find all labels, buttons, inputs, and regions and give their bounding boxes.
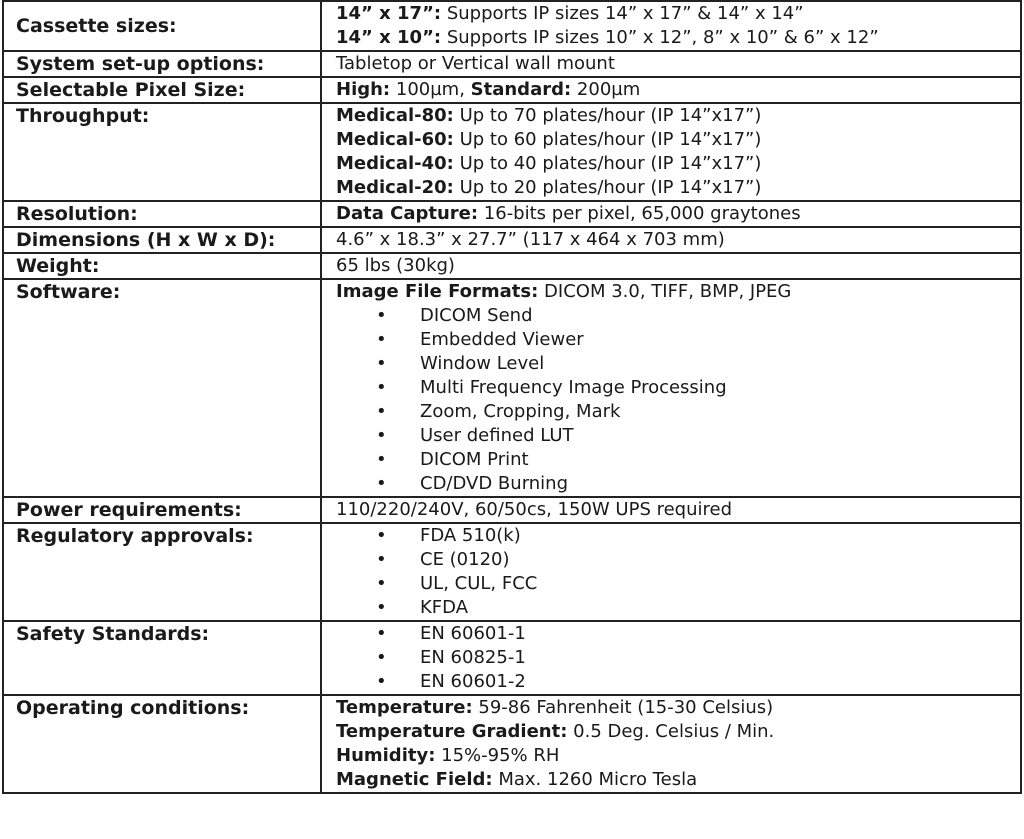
row-software [3, 279, 1021, 497]
operating-line [336, 720, 960, 744]
resolution-label: Data Capture: [336, 203, 479, 224]
list-item: • Zoom, Cropping, Mark [376, 400, 960, 424]
model-name: Medical-80: [336, 105, 454, 126]
row-value [321, 103, 1021, 201]
model-rate: Up to 70 plates/hour (IP 14”x17”) [453, 105, 762, 126]
list-item: • EN 60825-1 [376, 646, 960, 670]
row-value [321, 77, 1021, 103]
row-label: Operating conditions: [3, 695, 321, 793]
list-item: • CD/DVD Burning [376, 472, 960, 496]
row-label: Cassette sizes: [3, 1, 321, 51]
row-label: Dimensions (H x W x D): [3, 227, 321, 253]
row-label: Throughput: [3, 103, 321, 201]
condition-value: 0.5 Deg. Celsius / Min. [567, 721, 775, 742]
pixel-high-label: High: [336, 79, 391, 100]
row-throughput [3, 103, 1021, 201]
formats-value: DICOM 3.0, TIFF, BMP, JPEG [538, 281, 792, 302]
row-weight [3, 253, 1021, 279]
model-rate: Up to 20 plates/hour (IP 14”x17”) [453, 177, 762, 198]
row-label: Regulatory approvals: [3, 523, 321, 621]
row-label: System set-up options: [3, 51, 321, 77]
model-name: Medical-20: [336, 177, 454, 198]
row-value: 110/220/240V, 60/50cs, 150W UPS required [321, 497, 1021, 523]
row-label: Software: [3, 279, 321, 497]
list-item: • DICOM Print [376, 448, 960, 472]
row-label: Weight: [3, 253, 321, 279]
row-value [321, 695, 1021, 793]
software-feature-list [336, 304, 960, 496]
model-rate: Up to 40 plates/hour (IP 14”x17”) [453, 153, 762, 174]
resolution-value: 16-bits per pixel, 65,000 graytones [478, 203, 801, 224]
condition-value: 15%-95% RH [435, 745, 560, 766]
list-item: • DICOM Send [376, 304, 960, 328]
row-label: Resolution: [3, 201, 321, 227]
cassette-line [336, 2, 960, 26]
list-item: • Window Level [376, 352, 960, 376]
list-item: • EN 60601-1 [376, 622, 960, 646]
row-label: Selectable Pixel Size: [3, 77, 321, 103]
row-value [321, 1, 1021, 51]
list-item: • UL, CUL, FCC [376, 572, 960, 596]
row-value: 65 lbs (30kg) [321, 253, 1021, 279]
condition-value: 59-86 Fahrenheit (15-30 Celsius) [472, 697, 774, 718]
pixel-high-value: 100µm, [390, 79, 471, 100]
throughput-line [336, 176, 960, 200]
list-item: • FDA 510(k) [376, 524, 960, 548]
row-cassette-sizes [3, 1, 1021, 51]
throughput-line [336, 104, 960, 128]
row-power [3, 497, 1021, 523]
cassette-size-name: 14” x 10”: [336, 27, 442, 48]
cassette-line [336, 26, 960, 50]
row-resolution [3, 201, 1021, 227]
row-value: 4.6” x 18.3” x 27.7” (117 x 464 x 703 mm) [321, 227, 1021, 253]
list-item: • KFDA [376, 596, 960, 620]
model-name: Medical-60: [336, 129, 454, 150]
list-item: • EN 60601-2 [376, 670, 960, 694]
row-label: Power requirements: [3, 497, 321, 523]
throughput-line [336, 128, 960, 152]
row-regulatory [3, 523, 1021, 621]
safety-list [336, 622, 960, 694]
operating-line [336, 696, 960, 720]
cassette-size-desc: Supports IP sizes 10” x 12”, 8” x 10” & 6” x 12” [441, 27, 879, 48]
row-label: Safety Standards: [3, 621, 321, 695]
list-item: • Embedded Viewer [376, 328, 960, 352]
spec-table [2, 0, 1022, 794]
list-item: • Multi Frequency Image Processing [376, 376, 960, 400]
operating-line [336, 768, 960, 792]
operating-line [336, 744, 960, 768]
software-formats [336, 280, 960, 304]
row-value [321, 523, 1021, 621]
cassette-size-desc: Supports IP sizes 14” x 17” & 14” x 14” [441, 3, 804, 24]
list-item: • CE (0120) [376, 548, 960, 572]
condition-value: Max. 1260 Micro Tesla [492, 769, 698, 790]
throughput-line [336, 152, 960, 176]
row-value: Tabletop or Vertical wall mount [321, 51, 1021, 77]
cassette-size-name: 14” x 17”: [336, 3, 442, 24]
list-item: • User defined LUT [376, 424, 960, 448]
row-value [321, 279, 1021, 497]
formats-label: Image File Formats: [336, 281, 539, 302]
row-dimensions [3, 227, 1021, 253]
condition-label: Humidity: [336, 745, 436, 766]
condition-label: Temperature Gradient: [336, 721, 568, 742]
condition-label: Magnetic Field: [336, 769, 493, 790]
row-pixel-size [3, 77, 1021, 103]
model-name: Medical-40: [336, 153, 454, 174]
pixel-standard-label: Standard: [470, 79, 572, 100]
row-value [321, 621, 1021, 695]
model-rate: Up to 60 plates/hour (IP 14”x17”) [453, 129, 762, 150]
regulatory-list [336, 524, 960, 620]
pixel-standard-value: 200µm [571, 79, 641, 100]
row-operating [3, 695, 1021, 793]
row-system-setup [3, 51, 1021, 77]
row-safety [3, 621, 1021, 695]
condition-label: Temperature: [336, 697, 473, 718]
row-value [321, 201, 1021, 227]
